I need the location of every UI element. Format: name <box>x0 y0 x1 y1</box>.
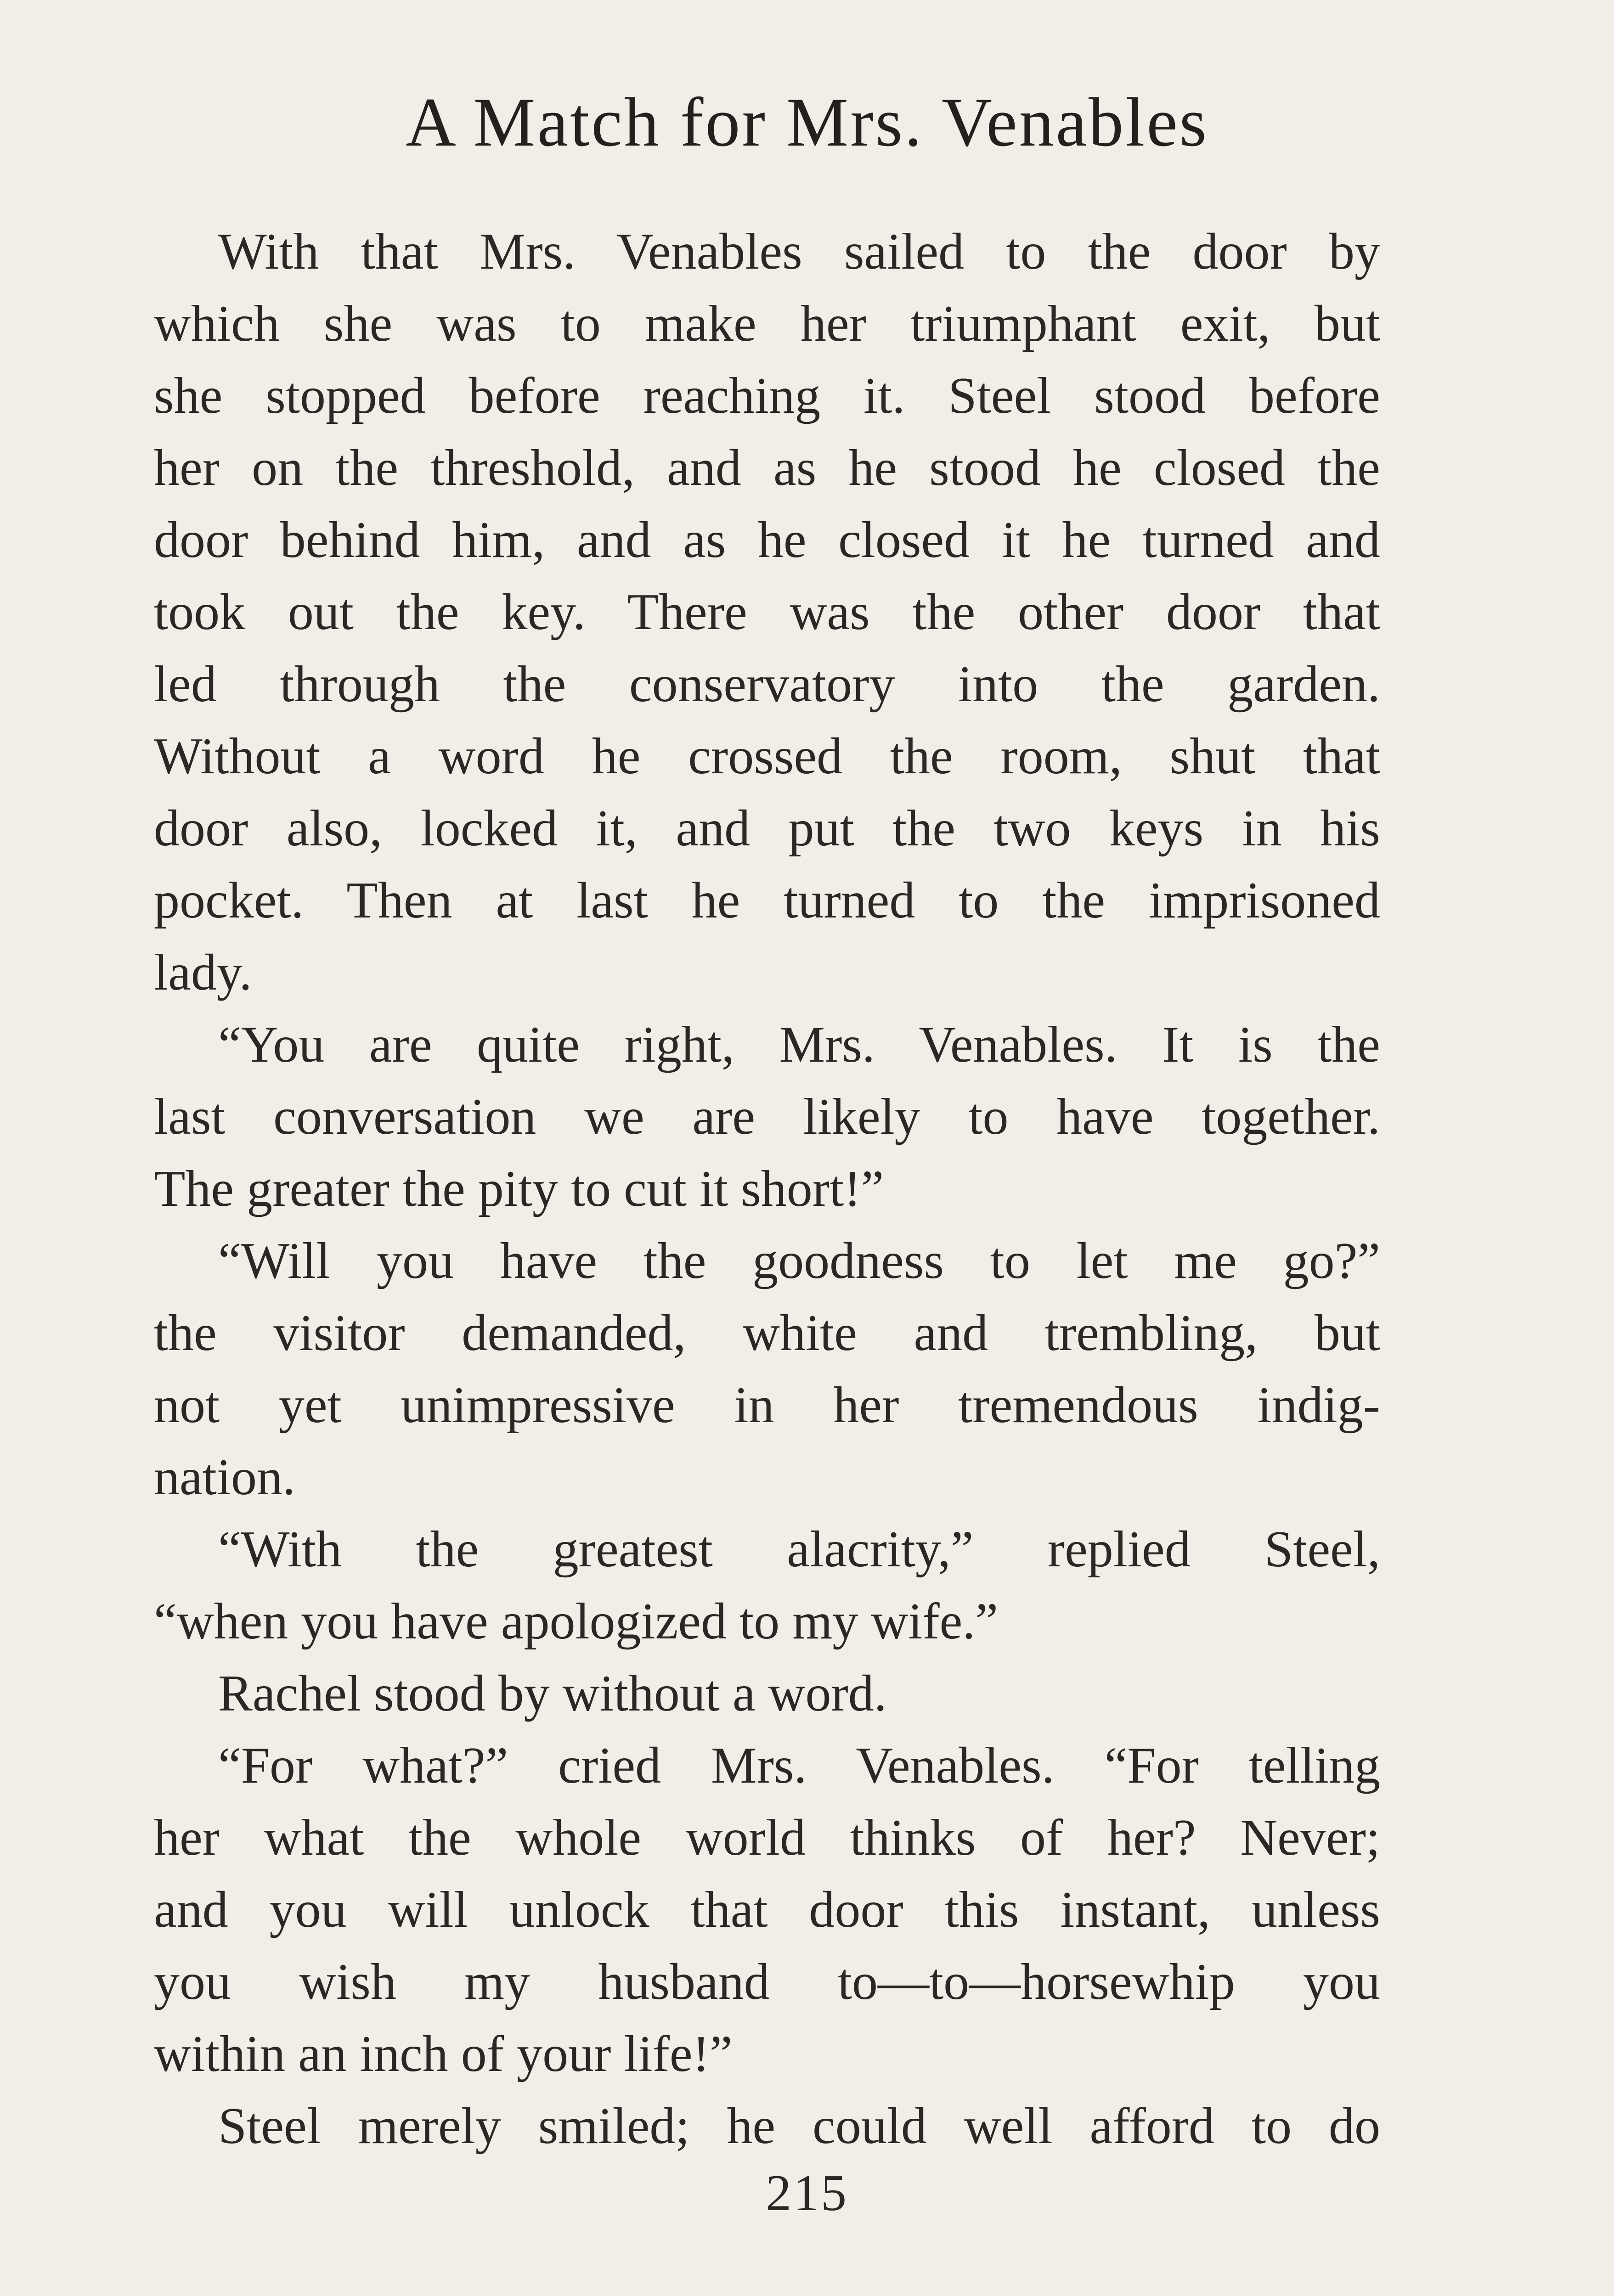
text-line: within an inch of your life!” <box>154 2026 733 2082</box>
text-line: Steel merely smiled; he could well afford to do <box>218 2098 1380 2155</box>
text-line: the visitor demanded, white and trembling, but <box>154 1305 1380 1362</box>
text-line: you wish my husband to—to—horsewhip you <box>154 1953 1380 2010</box>
text-line: last conversation we are likely to have together. <box>154 1088 1380 1145</box>
text-line: door behind him, and as he closed it he turned and <box>154 512 1380 568</box>
text-line: “You are quite right, Mrs. Venables. It is the <box>218 1016 1380 1073</box>
text-line: not yet unimpressive in her tremendous indig- <box>154 1377 1380 1434</box>
text-line: Without a word he crossed the room, shut that <box>154 728 1380 785</box>
text-line: her on the threshold, and as he stood he closed the <box>154 439 1380 496</box>
text-line: With that Mrs. Venables sailed to the door by <box>218 223 1380 280</box>
text-line: “Will you have the goodness to let me go?” <box>218 1232 1380 1289</box>
text-line: door also, locked it, and put the two keys in his <box>154 800 1380 857</box>
text-line: Rachel stood by without a word. <box>218 1665 887 1722</box>
text-line: lady. <box>154 944 252 1001</box>
body-text <box>154 216 1380 2162</box>
text-line: “For what?” cried Mrs. Venables. “For telling <box>218 1737 1380 1794</box>
text-line: “when you have apologized to my wife.” <box>154 1593 999 1650</box>
text-line: took out the key. There was the other door that <box>154 584 1380 641</box>
text-line: which she was to make her triumphant exit, but <box>154 295 1380 352</box>
text-line: The greater the pity to cut it short!” <box>154 1160 884 1217</box>
running-head: A Match for Mrs. Venables <box>406 84 1208 161</box>
text-line: led through the conservatory into the garden. <box>154 656 1380 713</box>
text-line: “With the greatest alacrity,” replied Steel, <box>218 1521 1380 1578</box>
text-line: and you will unlock that door this instant, unless <box>154 1881 1380 1938</box>
text-line: her what the whole world thinks of her? Never; <box>154 1809 1380 1866</box>
text-line: nation. <box>154 1449 295 1506</box>
text-line: pocket. Then at last he turned to the imprisoned <box>154 872 1380 929</box>
text-line: she stopped before reaching it. Steel stood before <box>154 367 1380 424</box>
page-number: 215 <box>766 2165 848 2222</box>
